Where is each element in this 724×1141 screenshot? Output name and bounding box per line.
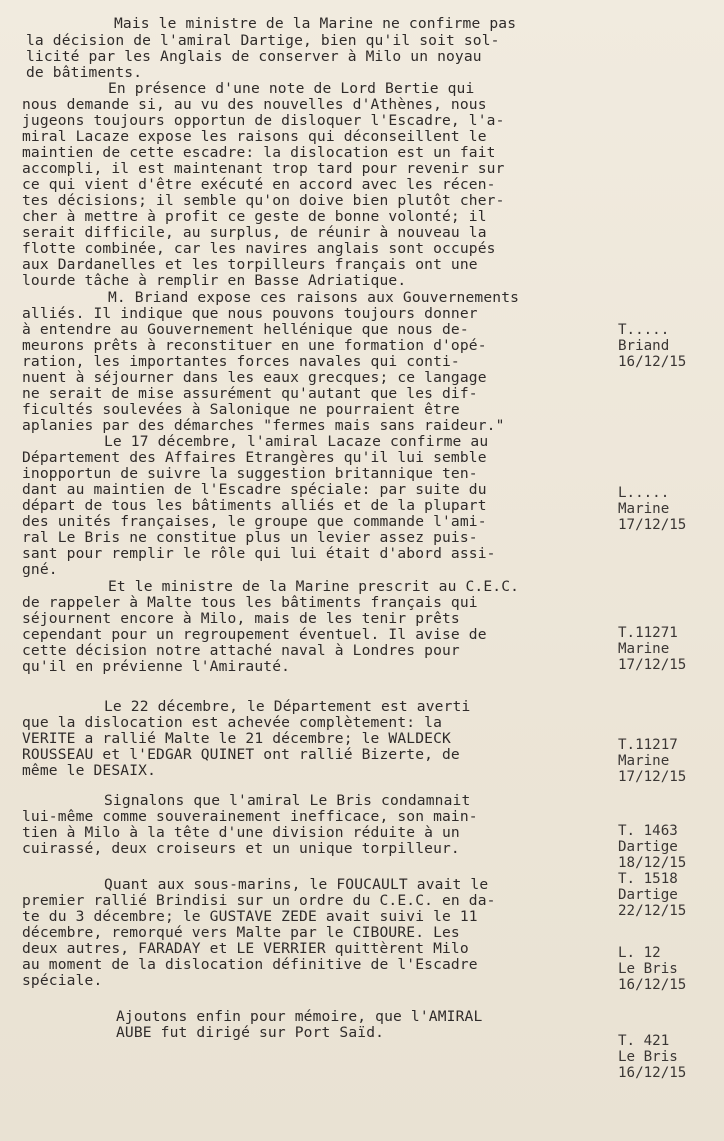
text-line: lui-même comme souverainement inefficace, son main-: [22, 808, 478, 825]
margin-reference-line: T. 421: [618, 1033, 670, 1049]
text-line: ral Le Bris ne constitue plus un levier assez puis-: [22, 529, 478, 546]
margin-reference-line: 22/12/15: [618, 903, 687, 919]
text-line: maintien de cette escadre: la dislocation est un fait: [22, 144, 496, 161]
text-line: ce qui vient d'être exécuté en accord avec les récen-: [22, 176, 496, 193]
margin-reference-line: 17/12/15: [618, 517, 687, 533]
text-line: premier rallié Brindisi sur un ordre du C.E.C. en da-: [22, 892, 496, 909]
text-line: la décision de l'amiral Dartige, bien qu'il soit sol-: [26, 32, 500, 49]
text-line: départ de tous les bâtiments alliés et de la plupart: [22, 497, 487, 514]
margin-reference-line: Briand: [618, 338, 670, 354]
text-line: Quant aux sous-marins, le FOUCAULT avait le: [104, 876, 489, 893]
margin-reference-line: 17/12/15: [618, 769, 687, 785]
text-line: cependant pour un regroupement éventuel. Il avise de: [22, 626, 487, 643]
margin-reference-line: Le Bris: [618, 1049, 678, 1065]
text-line: à entendre au Gouvernement hellénique que nous de-: [22, 321, 469, 338]
margin-reference-line: L. 12: [618, 945, 661, 961]
text-line: dant au maintien de l'Escadre spéciale: par suite du: [22, 481, 487, 498]
text-line: de bâtiments.: [26, 64, 143, 81]
text-line: Et le ministre de la Marine prescrit au C.E.C.: [108, 578, 520, 595]
margin-reference-line: T.11271: [618, 625, 678, 641]
margin-reference-line: T.....: [618, 322, 670, 338]
text-line: M. Briand expose ces raisons aux Gouvernements: [108, 289, 520, 306]
margin-reference-line: 17/12/15: [618, 657, 687, 673]
margin-reference-line: Marine: [618, 501, 670, 517]
text-line: accompli, il est maintenant trop tard pour revenir sur: [22, 160, 505, 177]
text-line: inopportun de suivre la suggestion britannique ten-: [22, 465, 478, 482]
text-line: Signalons que l'amiral Le Bris condamnait: [104, 792, 471, 809]
text-line: VERITE a rallié Malte le 21 décembre; le WALDECK: [22, 730, 451, 747]
text-line: que la dislocation est achevée complètement: la: [22, 714, 443, 731]
text-line: En présence d'une note de Lord Bertie qui: [108, 80, 475, 97]
margin-reference-line: Le Bris: [618, 961, 678, 977]
text-line: alliés. Il indique que nous pouvons toujours donner: [22, 305, 478, 322]
text-line: qu'il en prévienne l'Amirauté.: [22, 658, 291, 675]
text-line: te du 3 décembre; le GUSTAVE ZEDE avait suivi le 11: [22, 908, 478, 925]
text-line: spéciale.: [22, 972, 103, 989]
text-line: gné.: [22, 561, 58, 578]
text-line: au moment de la dislocation définitive de l'Escadre: [22, 956, 478, 973]
text-line: Le 22 décembre, le Département est averti: [104, 698, 471, 715]
text-line: cette décision notre attaché naval à Londres pour: [22, 642, 460, 659]
text-line: même le DESAIX.: [22, 762, 157, 779]
text-line: ficultés soulevées à Salonique ne pourraient être: [22, 401, 460, 418]
margin-reference-line: T. 1518: [618, 871, 678, 887]
margin-reference-line: Marine: [618, 641, 670, 657]
text-line: lourde tâche à remplir en Basse Adriatique.: [22, 272, 407, 289]
text-line: Le 17 décembre, l'amiral Lacaze confirme au: [104, 433, 489, 450]
text-line: meurons prêts à reconstituer en une formation d'opé-: [22, 337, 487, 354]
text-line: AUBE fut dirigé sur Port Saïd.: [116, 1024, 385, 1041]
text-line: cher à mettre à profit ce geste de bonne volonté; il: [22, 208, 487, 225]
text-line: aux Dardanelles et les torpilleurs français ont une: [22, 256, 478, 273]
margin-reference-line: T. 1463: [618, 823, 678, 839]
margin-reference-line: T.11217: [618, 737, 678, 753]
text-line: serait difficile, au surplus, de réunir à nouveau la: [22, 224, 487, 241]
text-line: de rappeler à Malte tous les bâtiments français qui: [22, 594, 478, 611]
margin-reference-line: Dartige: [618, 887, 678, 903]
text-line: ROUSSEAU et l'EDGAR QUINET ont rallié Bizerte, de: [22, 746, 460, 763]
text-line: ne serait de mise assurément qu'autant que les dif-: [22, 385, 478, 402]
margin-reference-line: 16/12/15: [618, 977, 687, 993]
text-line: aplanies par des démarches "fermes mais sans raideur.": [22, 417, 505, 434]
text-line: tes décisions; il semble qu'on doive bien plutôt cher-: [22, 192, 505, 209]
text-line: nuent à séjourner dans les eaux grecques; ce langage: [22, 369, 487, 386]
text-line: flotte combinée, car les navires anglais sont occupés: [22, 240, 496, 257]
text-line: des unités françaises, le groupe que commande l'ami-: [22, 513, 487, 530]
text-line: Mais le ministre de la Marine ne confirme pas: [114, 15, 517, 32]
text-line: ration, les importantes forces navales qui conti-: [22, 353, 460, 370]
margin-reference-line: 16/12/15: [618, 1065, 687, 1081]
margin-reference-line: L.....: [618, 485, 670, 501]
text-line: miral Lacaze expose les raisons qui déconseillent le: [22, 128, 487, 145]
margin-reference-line: 18/12/15: [618, 855, 687, 871]
text-line: deux autres, FARADAY et LE VERRIER quittèrent Milo: [22, 940, 469, 957]
text-line: sant pour remplir le rôle qui lui était d'abord assi-: [22, 545, 496, 562]
text-line: séjournent encore à Milo, mais de les tenir prêts: [22, 610, 460, 627]
text-line: jugeons toujours opportun de disloquer l'Escadre, l'a-: [22, 112, 505, 129]
text-line: décembre, remorqué vers Malte par le CIBOURE. Les: [22, 924, 460, 941]
margin-reference-line: Dartige: [618, 839, 678, 855]
text-line: nous demande si, au vu des nouvelles d'Athènes, nous: [22, 96, 487, 113]
margin-reference-line: Marine: [618, 753, 670, 769]
text-line: Département des Affaires Etrangères qu'il lui semble: [22, 449, 487, 466]
text-line: tien à Milo à la tête d'une division réduite à un: [22, 824, 460, 841]
text-line: Ajoutons enfin pour mémoire, que l'AMIRAL: [116, 1008, 483, 1025]
text-line: cuirassé, deux croiseurs et un unique torpilleur.: [22, 840, 460, 857]
margin-reference-line: 16/12/15: [618, 354, 687, 370]
text-line: licité par les Anglais de conserver à Milo un noyau: [26, 48, 482, 65]
